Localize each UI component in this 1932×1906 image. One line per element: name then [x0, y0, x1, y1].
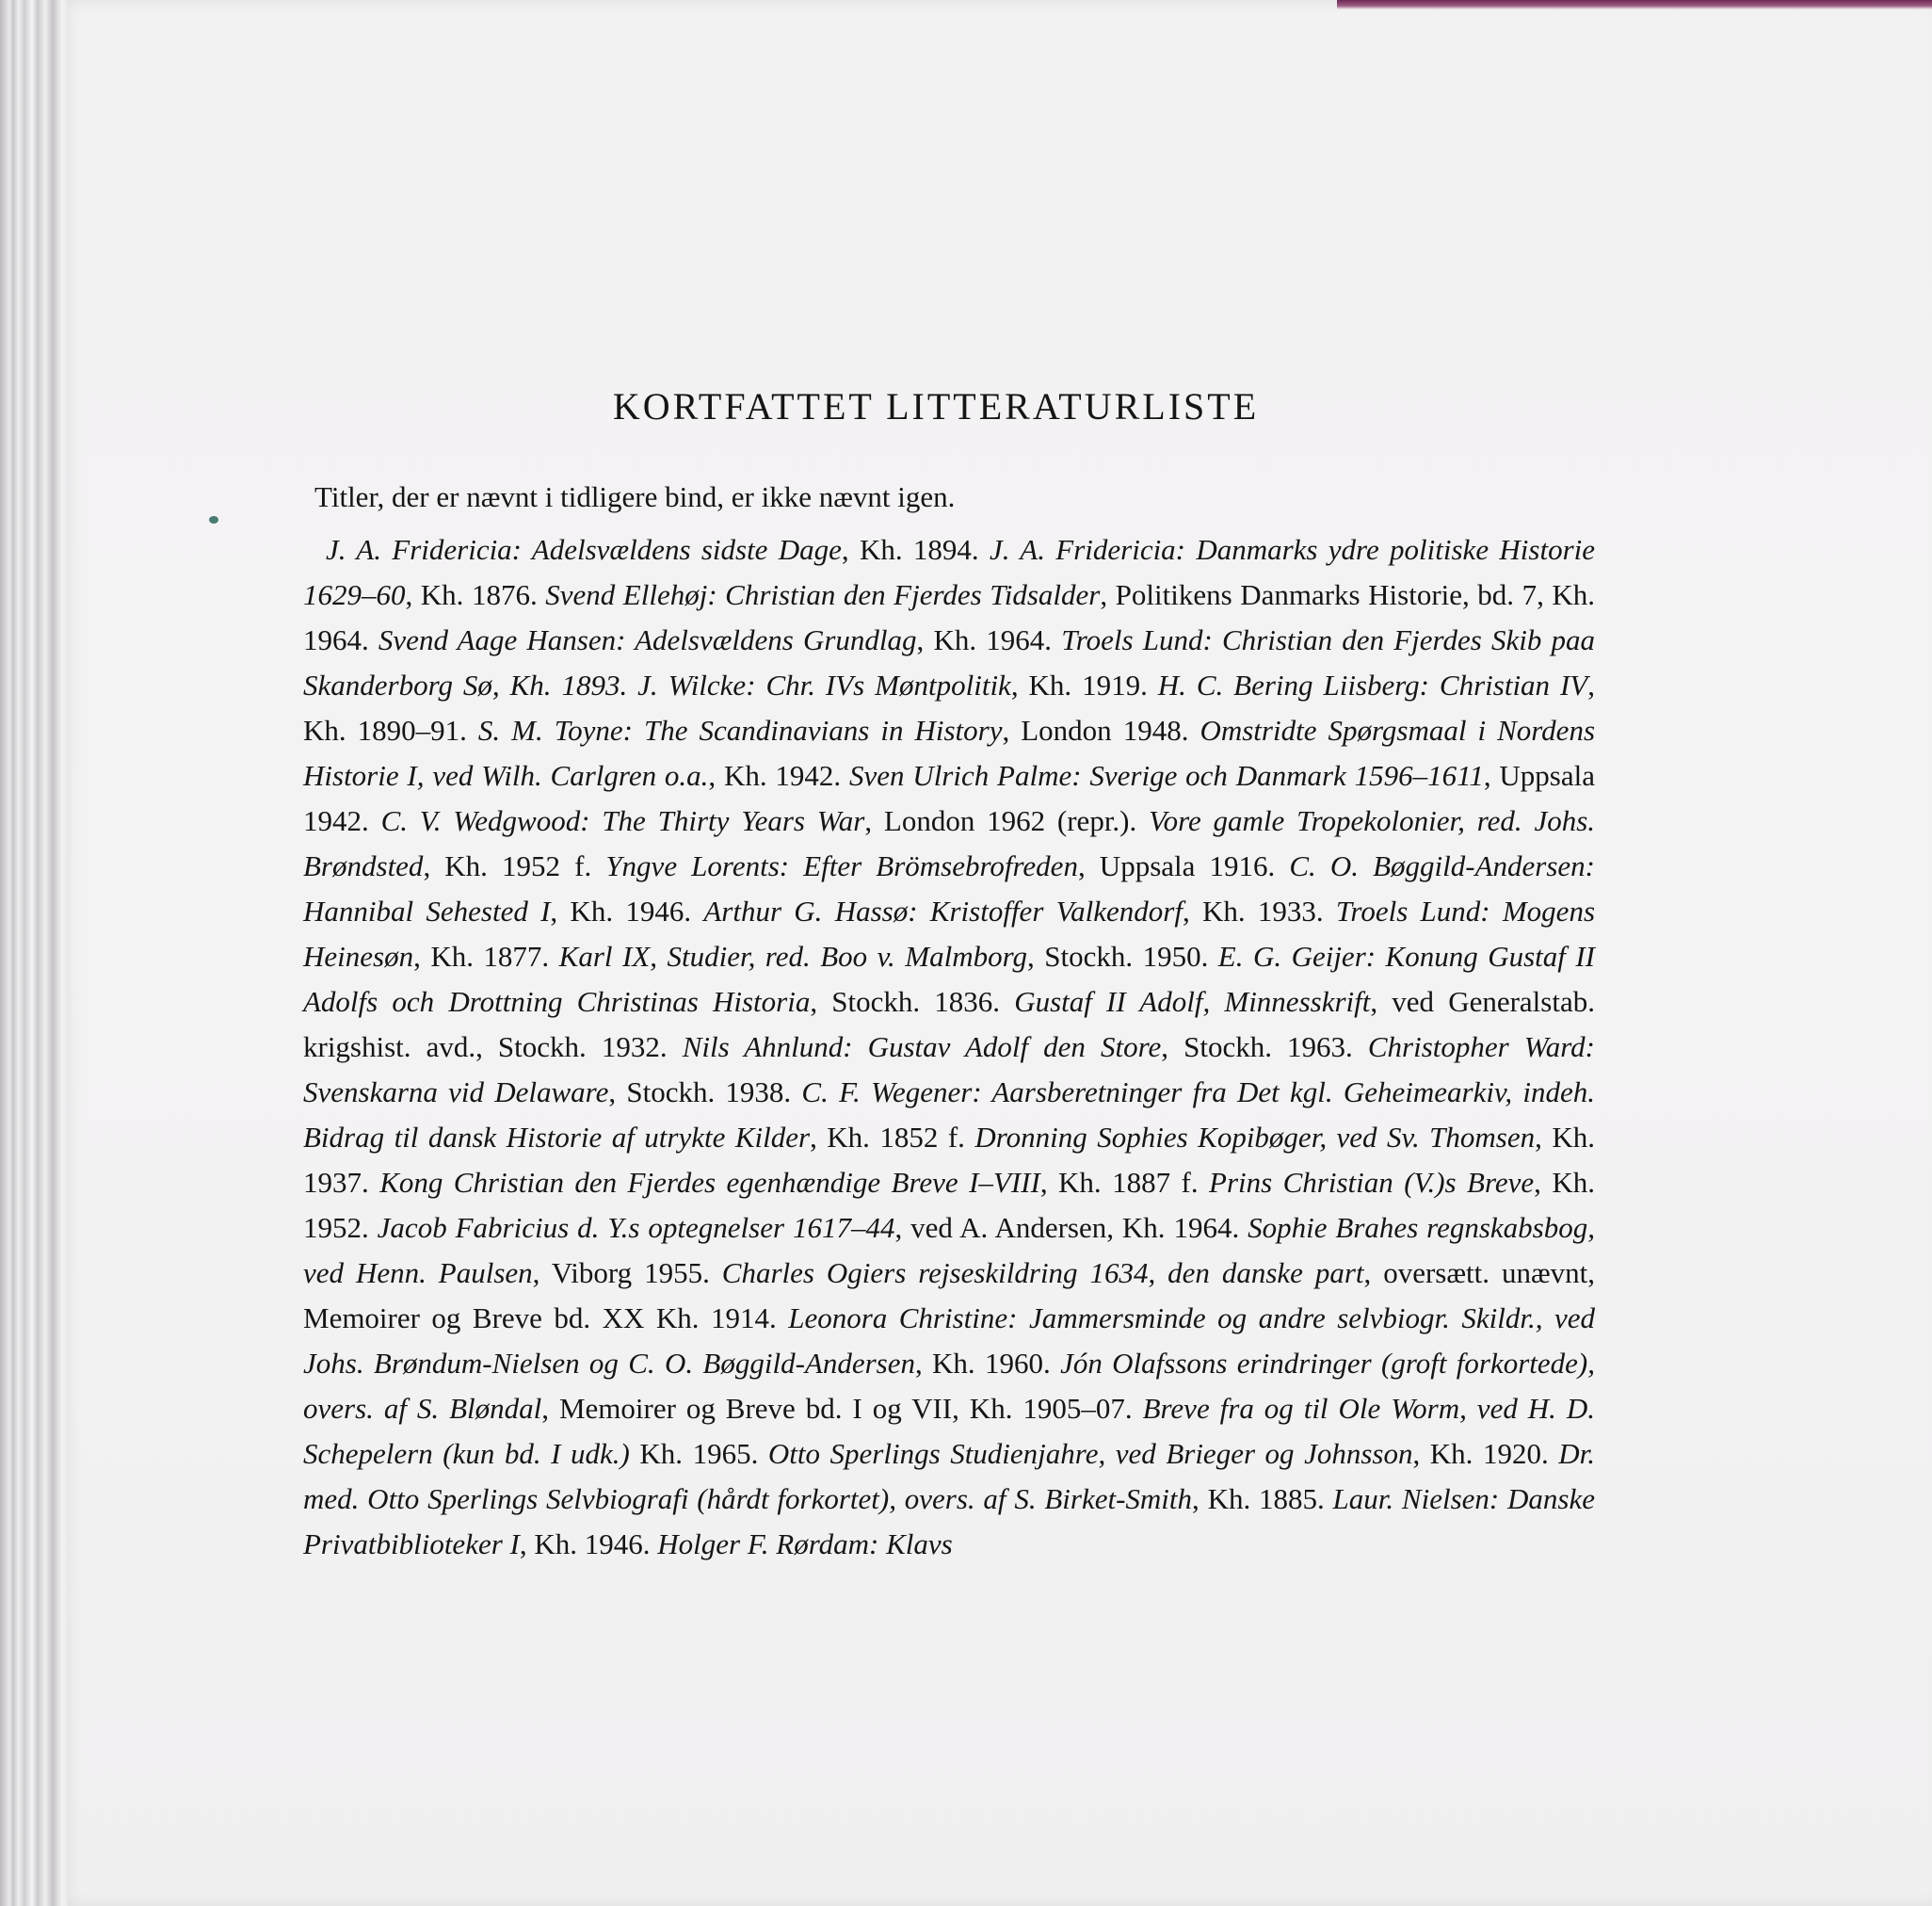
entry-publication: , Kh. 1937.: [303, 1121, 1595, 1199]
entry-title: Otto Sperlings Studienjahre, ved Brieger og Johnsson: [767, 1437, 1413, 1470]
entry-title: H. C. Bering Liisberg: Christian IV: [1157, 669, 1588, 702]
entry-title: Holger F. Rørdam: Klavs: [657, 1527, 953, 1560]
entry-publication: , Kh. 1887 f.: [1039, 1166, 1210, 1199]
entry-title: Svend Ellehøj: Christian den Fjerdes Tidsalder: [545, 578, 1101, 611]
entry-title: Sophie Brahes regnskabsbog, ved Henn. Paulsen: [303, 1211, 1595, 1289]
entry-title: Charles Ogiers rejseskildring 1634, den danske part: [721, 1256, 1364, 1289]
entry-publication: , London 1948.: [1002, 714, 1200, 747]
entry-title: Dronning Sophies Kopibøger, ved Sv. Thomsen: [974, 1121, 1536, 1154]
book-page-edges: [0, 0, 68, 1906]
entry-publication: , Memoirer og Breve bd. I og VII, Kh. 1905–07.: [541, 1392, 1143, 1425]
entry-title: J. A. Fridericia: Danmarks ydre politiske Historie 1629–60: [303, 533, 1596, 611]
entry-title: J. Wilcke: Chr. IVs Møntpolitik: [637, 669, 1011, 702]
entry-title: Prins Christian (V.)s Breve: [1209, 1166, 1535, 1199]
entry-publication: , Uppsala 1942.: [303, 759, 1595, 837]
entry-title: Sven Ulrich Palme: Sverige och Danmark 1596–1611: [848, 759, 1484, 792]
entry-publication: , Kh. 1960.: [914, 1347, 1061, 1380]
entry-publication: , Viborg 1955.: [532, 1256, 722, 1289]
book-cover-edge: [1337, 0, 1932, 9]
entry-publication: , Stockh. 1836.: [810, 985, 1015, 1018]
entry-publication: , oversætt. unævnt, Memoirer og Breve bd. XX Kh. 1914.: [303, 1256, 1595, 1334]
entry-publication: , Kh. 1877.: [413, 940, 559, 973]
entry-title: Vore gamle Tropekolonier, red. Johs. Brøndsted: [303, 804, 1596, 882]
entry-title: E. G. Geijer: Konung Gustaf II Adolfs och Drottning Christinas Historia: [303, 940, 1595, 1018]
entry-title: Jacob Fabricius d. Y.s optegnelser 1617–44: [377, 1211, 895, 1244]
entry-publication: , Kh. 1964.: [916, 623, 1062, 656]
entry-title: S. M. Toyne: The Scandinavians in History: [477, 714, 1003, 747]
entry-title: Omstridte Spørgsmaal i Nordens Historie I, ved Wilh. Carlgren o.a.: [303, 714, 1596, 792]
entry-title: J. A. Fridericia: Adelsvældens sidste Dage: [326, 533, 842, 566]
ink-smudge: [209, 516, 218, 524]
entry-publication: , ved Generalstab. krigshist. avd., Stockh. 1932.: [303, 985, 1595, 1063]
entry-title: Yngve Lorents: Efter Brömsebrofreden: [605, 849, 1078, 882]
entry-title: Leonora Christine: Jammersminde og andre selvbiogr. Skildr., ved Johs. Brøndum-Nielsen og C. O. Bøggild-Andersen: [303, 1301, 1595, 1380]
entry-title: Gustaf II Adolf, Minnesskrift: [1014, 985, 1371, 1018]
entry-title: Karl IX, Studier, red. Boo v. Malmborg: [558, 940, 1028, 973]
bibliography-paragraph: [303, 527, 1595, 1567]
entry-publication: , Kh. 1919.: [1010, 669, 1158, 702]
entry-title: C. F. Wegener: Aarsberetninger fra Det kgl. Geheimearkiv, indeh. Bidrag til dansk Historie af utrykte Kilder: [303, 1075, 1596, 1154]
entry-publication: , Politikens Danmarks Historie, bd. 7, Kh. 1964.: [303, 578, 1595, 656]
entry-title: C. O. Bøggild-Andersen: Hannibal Sehested I: [303, 849, 1595, 928]
entry-publication: , Stockh. 1963.: [1161, 1030, 1368, 1063]
entry-title: Jón Olafssons erindringer (groft forkortede), overs. af S. Bløndal: [303, 1347, 1596, 1425]
entry-title: Kong Christian den Fjerdes egenhændige Breve I–VIII: [379, 1166, 1040, 1199]
entry-publication: , Stockh. 1938.: [608, 1075, 802, 1108]
entry-publication: , Kh. 1946.: [519, 1527, 658, 1560]
entry-title: Troels Lund: Mogens Heinesøn: [303, 895, 1596, 973]
entry-publication: , Kh. 1885.: [1192, 1482, 1333, 1515]
entry-title: Dr. med. Otto Sperlings Selvbiografi (hårdt forkortet), overs. af S. Birket-Smith: [303, 1437, 1596, 1515]
entry-publication: , Uppsala 1916.: [1077, 849, 1290, 882]
entry-title: Svend Aage Hansen: Adelsvældens Grundlag: [378, 623, 917, 656]
intro-note: Titler, der er nævnt i tidligere bind, er ikke nævnt igen.: [314, 480, 956, 513]
entry-publication: , Kh. 1933.: [1182, 895, 1336, 928]
entry-title: Breve fra og til Ole Worm, ved H. D. Schepelern (kun bd. I udk.): [303, 1392, 1595, 1470]
entry-publication: , ved A. Andersen, Kh. 1964.: [894, 1211, 1248, 1244]
entry-title: Christopher Ward: Svenskarna vid Delaware: [303, 1030, 1595, 1108]
entry-publication: , Kh. 1952.: [303, 1166, 1595, 1244]
entry-publication: , Kh. 1952 f.: [423, 849, 606, 882]
entry-publication: , Kh. 1946.: [550, 895, 704, 928]
entry-title: Laur. Nielsen: Danske Privatbiblioteker I: [303, 1482, 1595, 1560]
page-title: [0, 384, 1932, 428]
entry-publication: , Kh. 1890–91.: [303, 669, 1595, 747]
entry-publication: , Kh. 1852 f.: [810, 1121, 975, 1154]
entry-publication: , Kh. 1920.: [1412, 1437, 1559, 1470]
entry-publication: [627, 669, 637, 702]
page-title-text: KORTFATTET LITTERATURLISTE: [612, 385, 1260, 428]
entry-title: Nils Ahnlund: Gustav Adolf den Store: [682, 1030, 1162, 1063]
entry-title: Troels Lund: Christian den Fjerdes Skib paa Skanderborg Sø, Kh. 1893.: [303, 623, 1595, 702]
entry-title: Arthur G. Hassø: Kristoffer Valkendorf: [703, 895, 1183, 928]
entry-publication: , Stockh. 1950.: [1027, 940, 1218, 973]
entry-publication: , Kh. 1942.: [708, 759, 849, 792]
entry-publication: Kh. 1965.: [629, 1437, 768, 1470]
entry-title: C. V. Wedgwood: The Thirty Years War: [380, 804, 865, 837]
entry-publication: , Kh. 1894.: [841, 533, 990, 566]
entry-publication: , Kh. 1876.: [405, 578, 546, 611]
entry-publication: , London 1962 (repr.).: [864, 804, 1150, 837]
